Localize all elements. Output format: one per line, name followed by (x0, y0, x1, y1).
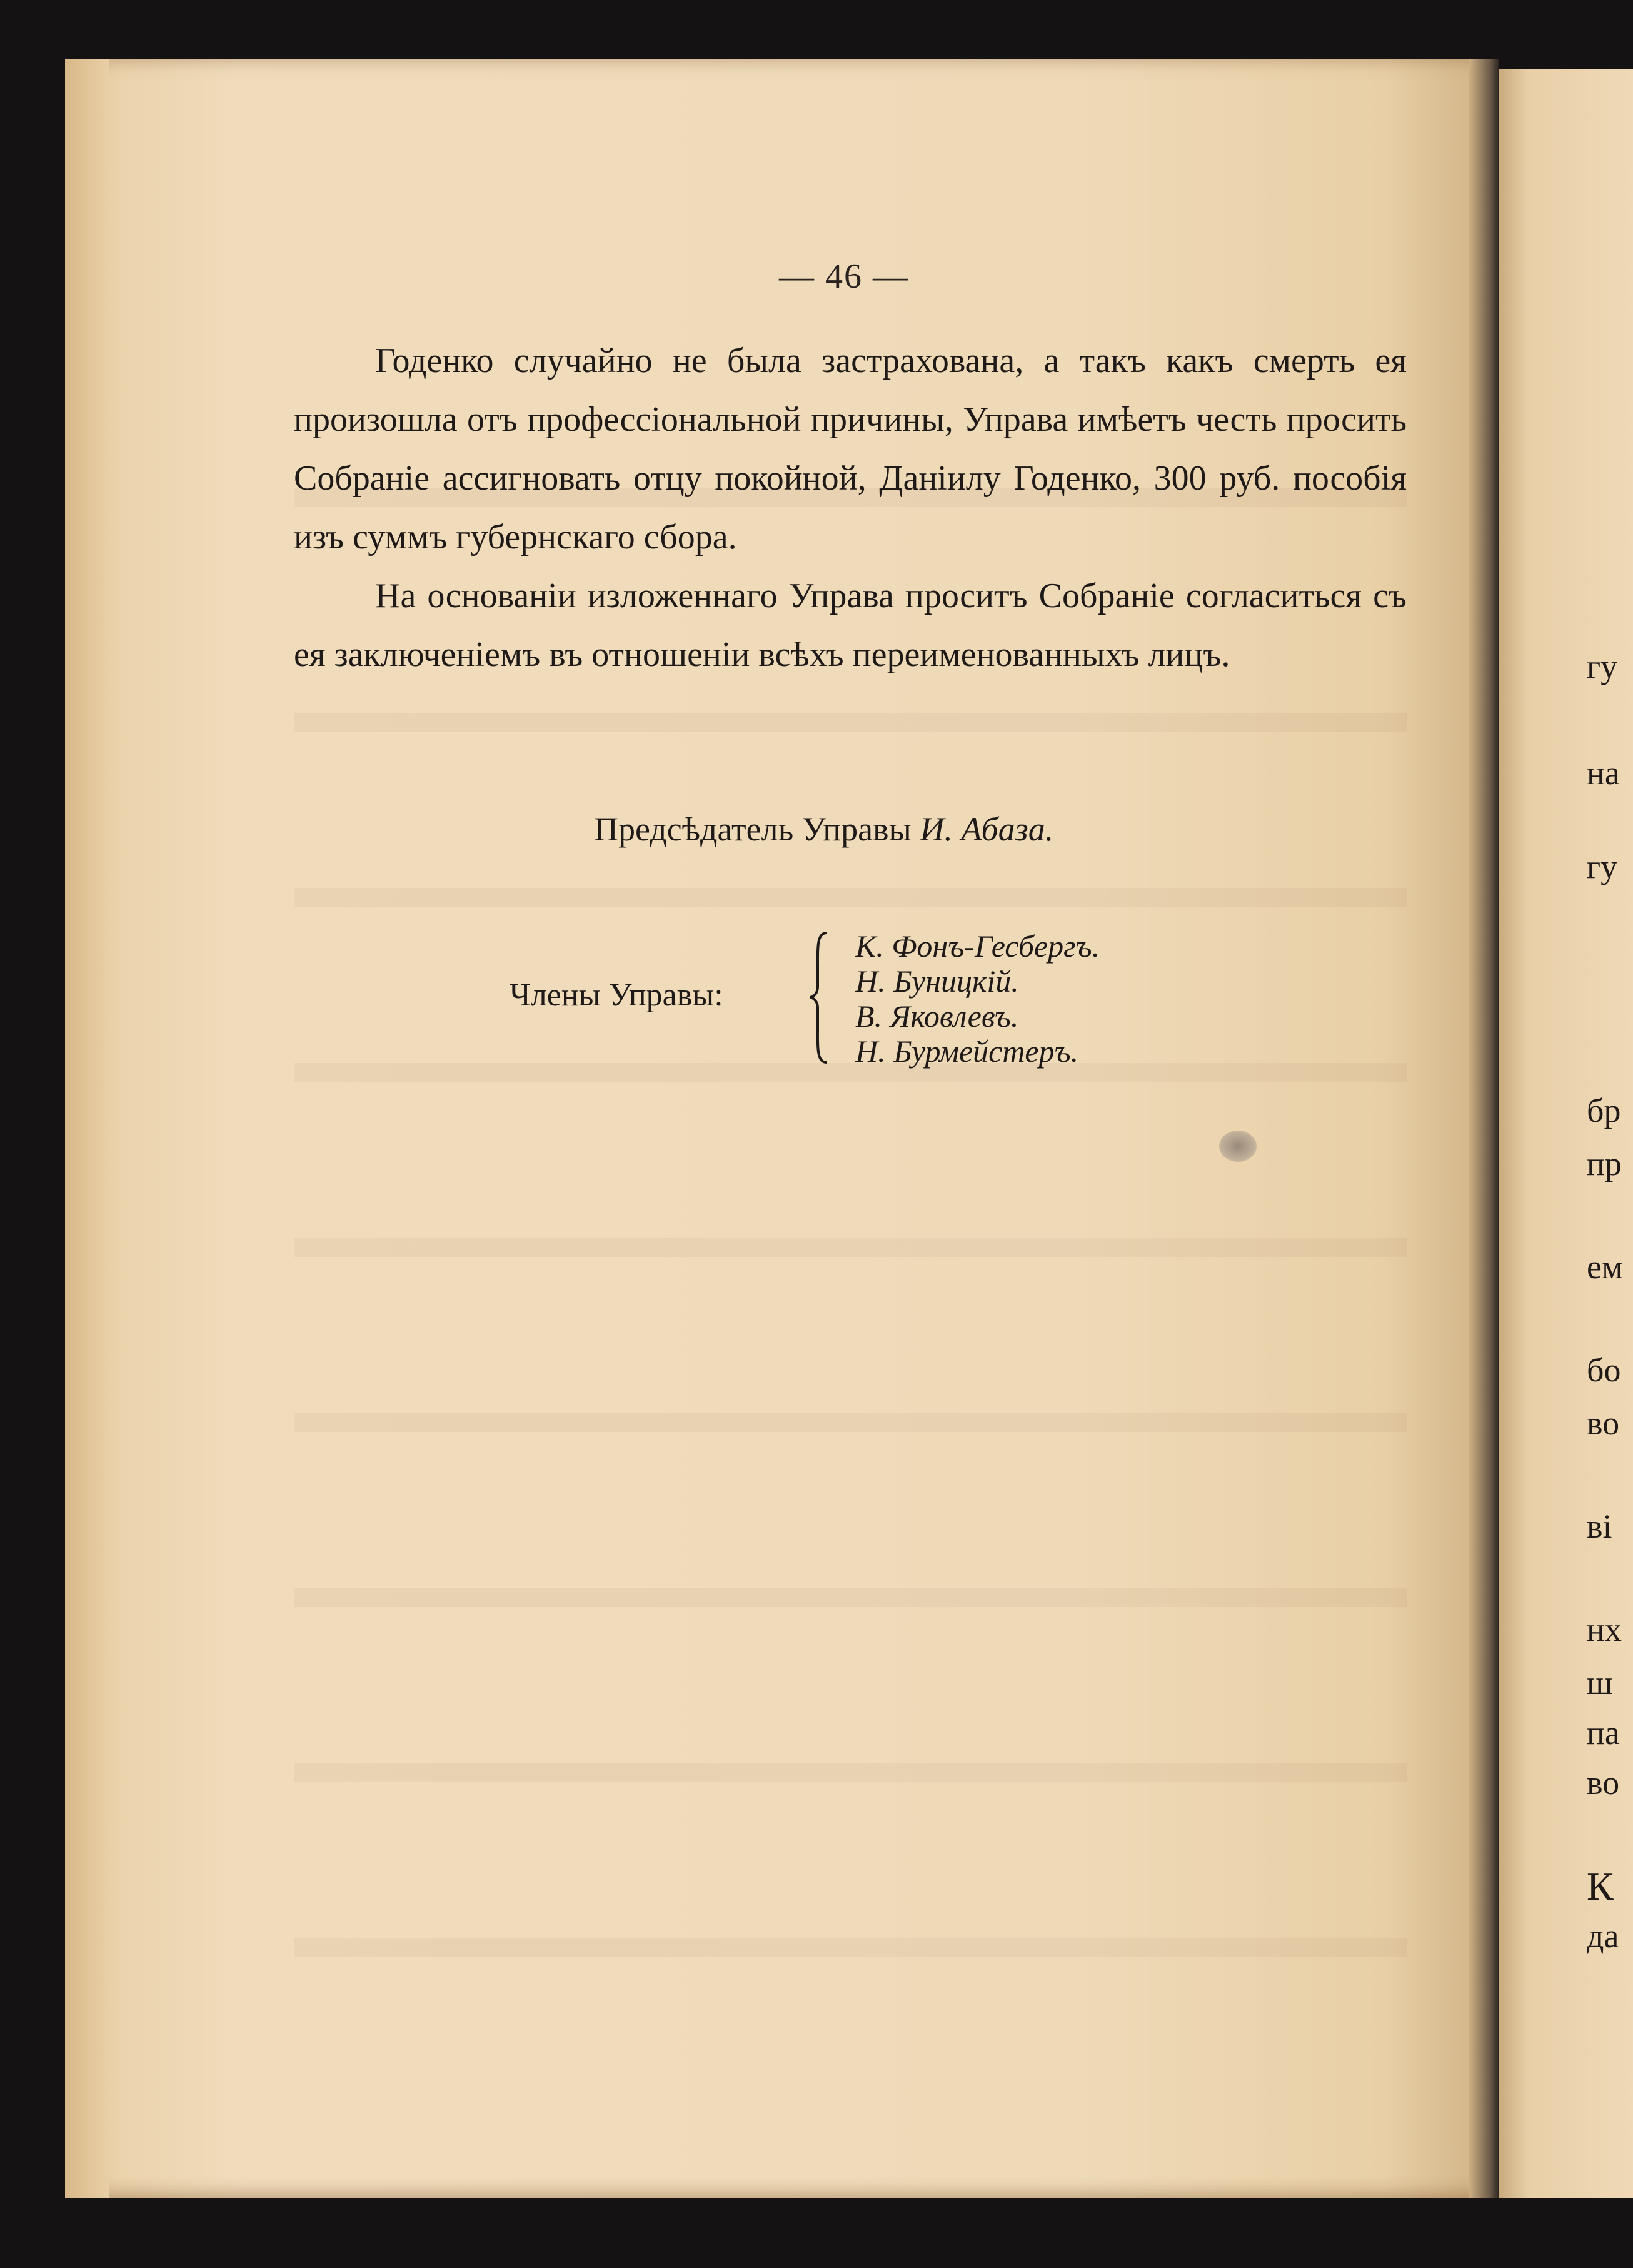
paragraph-2: На основаніи изложеннаго Управа проситъ Собраніе согласиться съ ея заключеніемъ въ отношеніи всѣхъ переименованныхъ лицъ. (294, 577, 1407, 674)
chairman-name: И. Абаза. (920, 810, 1054, 848)
right-page-text: бр (1587, 1092, 1621, 1129)
curly-brace (808, 930, 829, 1065)
paragraph-1: Годенко случайно не была застрахована, а такъ какъ смерть ея произошла отъ профессіональной причины, Управа имѣетъ честь просить Собраніе ассигновать отцу покойной, Даніилу Годенко, 300 руб. пособія изъ суммъ губернскаго сбора. (294, 341, 1407, 557)
member-name: Н. Бурмейстеръ. (855, 1034, 1079, 1069)
right-page-text: пр (1587, 1145, 1622, 1182)
right-page-text: на (1587, 754, 1620, 792)
right-page-text: гу (1587, 648, 1618, 685)
body-text (294, 331, 1407, 684)
chairman-title: Предсѣдатель Управы (594, 810, 912, 848)
member-name: Н. Буницкій. (855, 964, 1019, 999)
right-page-text: ш (1587, 1664, 1613, 1701)
right-page-text: па (1587, 1714, 1620, 1751)
right-page-text: во (1587, 1764, 1620, 1802)
members-label: Члены Управы: (510, 977, 723, 1013)
ink-stain (1219, 1131, 1257, 1162)
book-gutter (1469, 59, 1499, 2198)
page-number: — 46 — (779, 257, 909, 296)
member-name: В. Яковлевъ. (855, 999, 1019, 1034)
right-page-text: К (1587, 1864, 1614, 1908)
right-page-text: нх (1587, 1611, 1622, 1648)
members-list (855, 929, 1100, 1069)
page-edge (65, 59, 109, 2198)
right-page-text: ві (1587, 1508, 1612, 1545)
right-page-text: да (1587, 1917, 1619, 1955)
right-page-text: во (1587, 1404, 1620, 1442)
right-page-text: гу (1587, 848, 1618, 885)
chairman-signature (594, 810, 1053, 849)
member-name: К. Фонъ-Гесбергъ. (855, 929, 1100, 964)
right-page-text: ем (1587, 1248, 1624, 1286)
right-page-text: бо (1587, 1351, 1621, 1389)
